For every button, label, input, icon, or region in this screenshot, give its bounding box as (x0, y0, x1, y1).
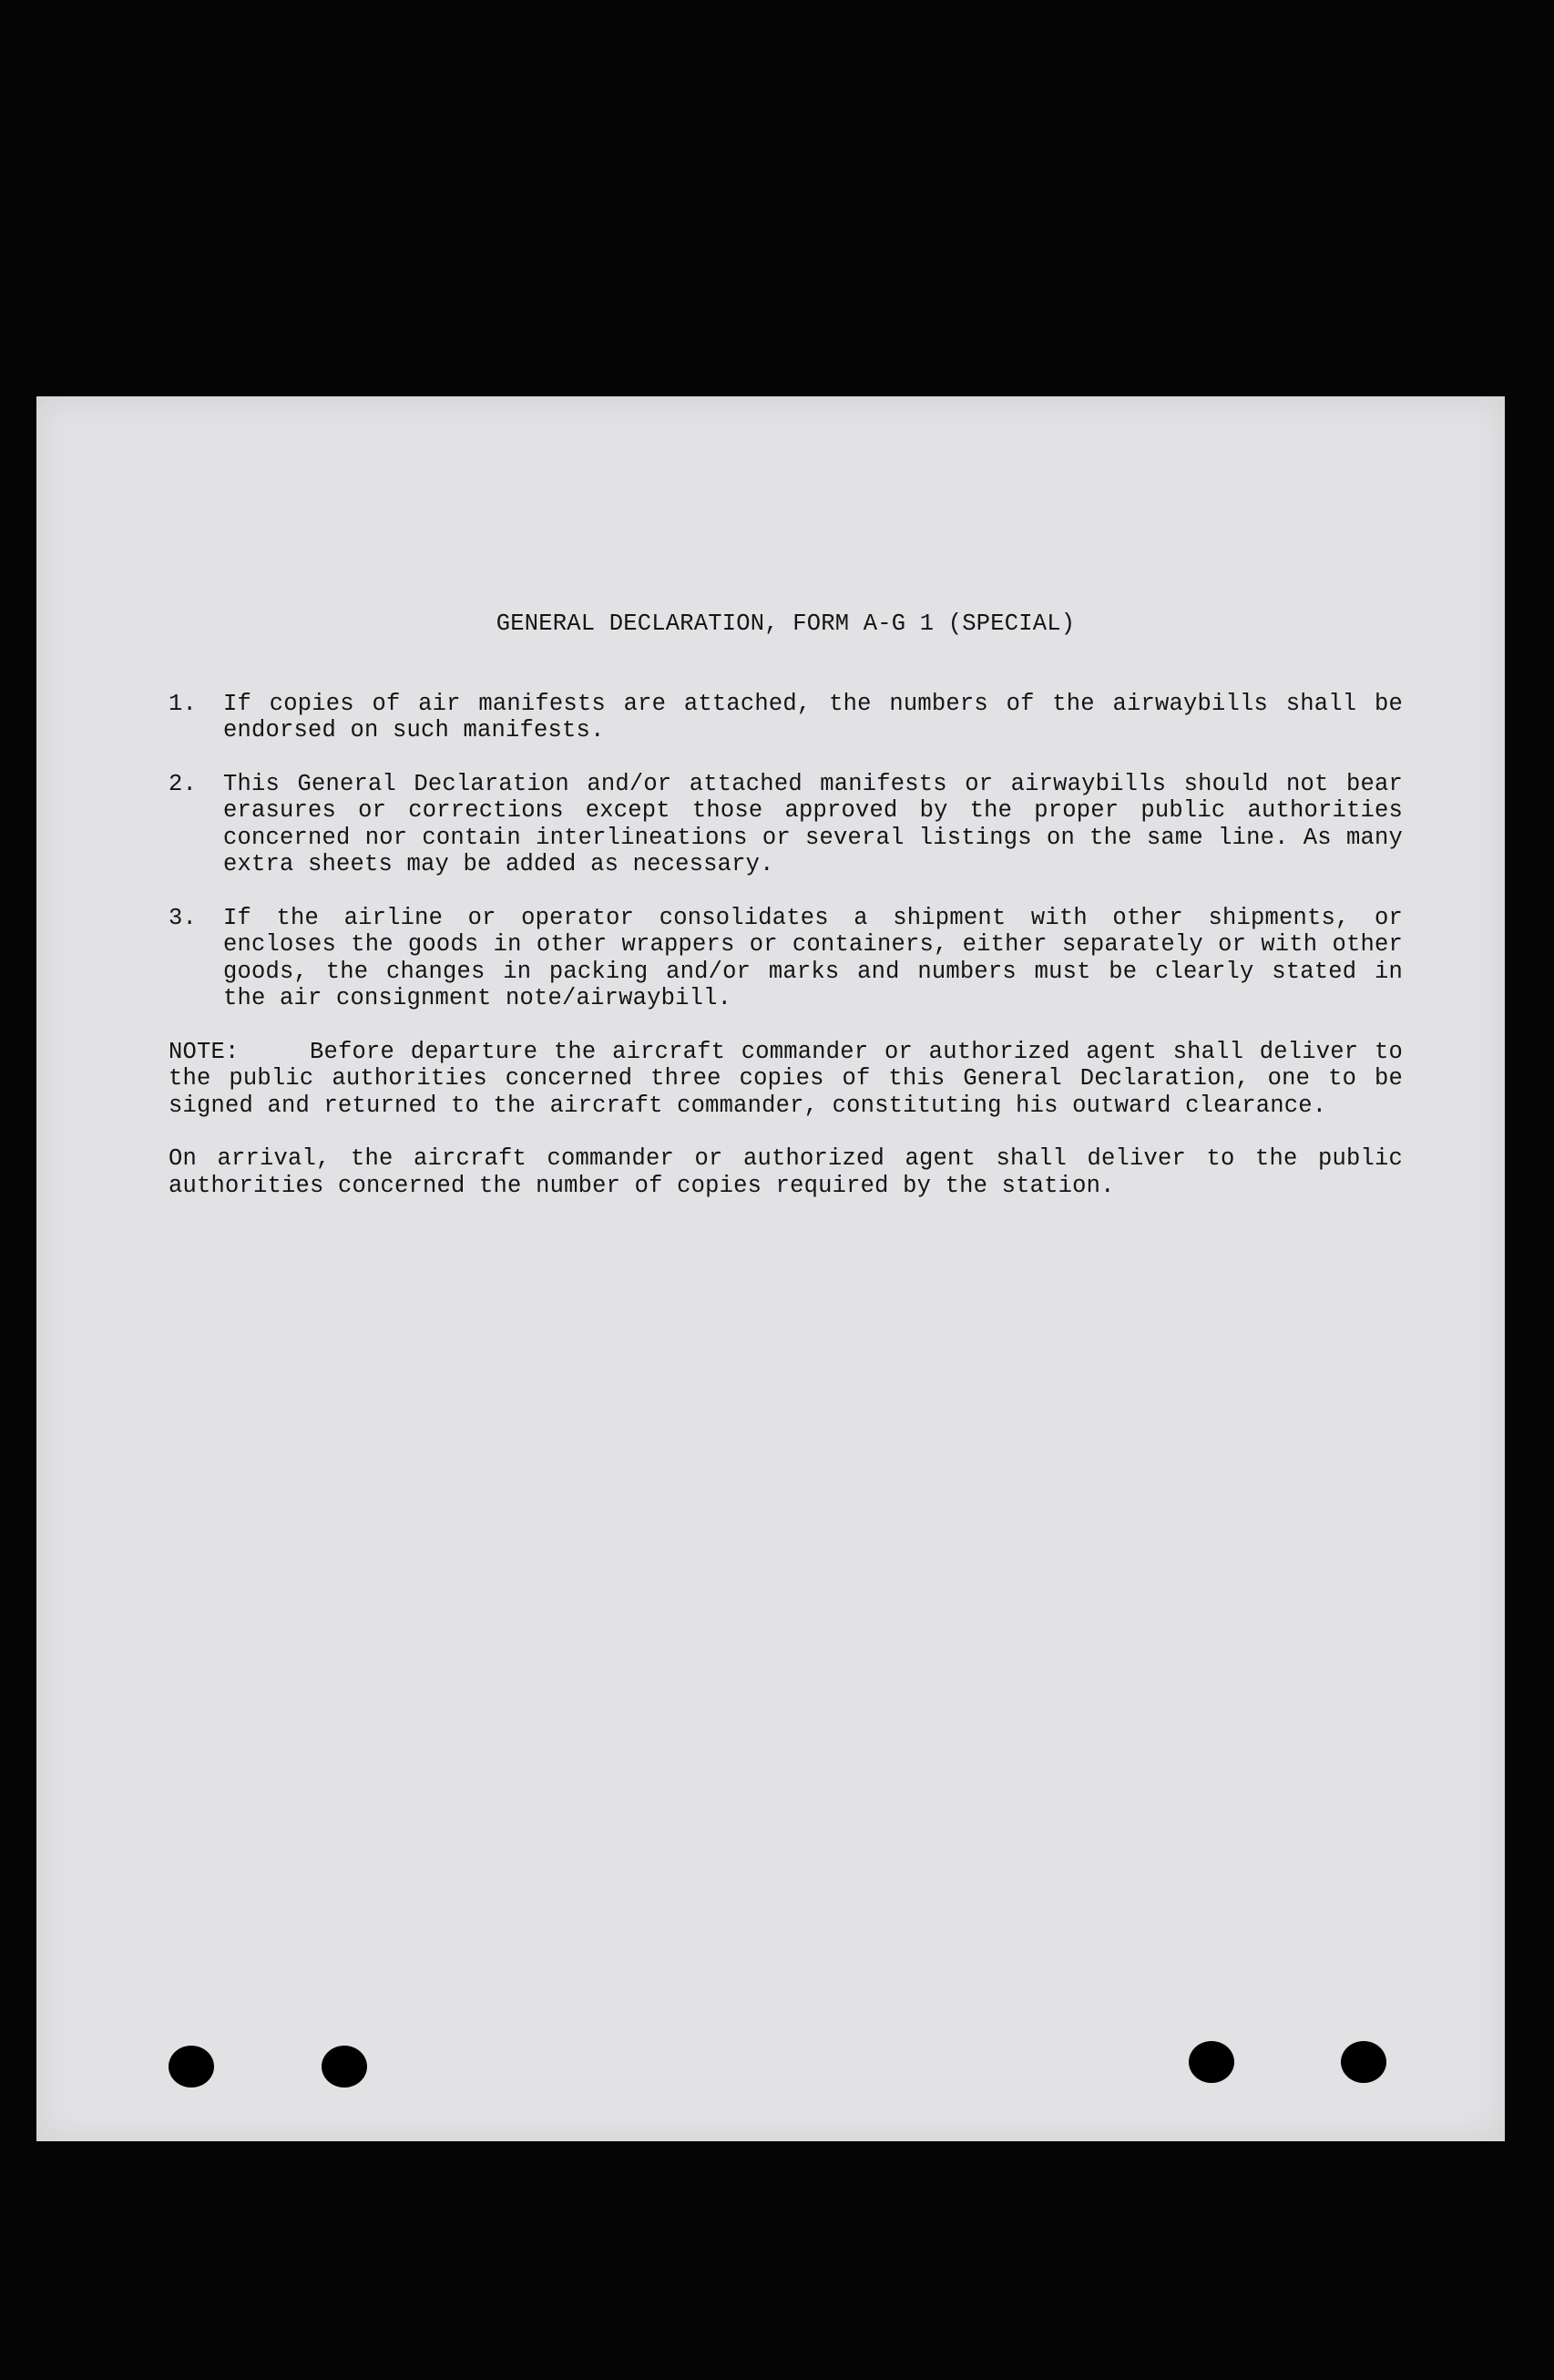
punch-hole (1341, 2041, 1386, 2083)
punch-hole (1189, 2041, 1234, 2083)
punch-hole (169, 2046, 214, 2088)
item-text: If copies of air manifests are attached, the numbers of the airwaybills shall be endorsed on such manifests. (223, 690, 1403, 744)
item-number: 1. (169, 690, 198, 717)
list-item (169, 691, 1403, 744)
note-paragraph (169, 1039, 1403, 1120)
arrival-paragraph: On arrival, the aircraft commander or authorized agent shall deliver to the public authorities concerned the number of copies required by the station. (169, 1145, 1403, 1199)
document-content (169, 610, 1403, 1199)
item-text: If the airline or operator consolidates a shipment with other shipments, or encloses the goods in other wrappers or containers, either separately or with other goods, the changes in packing and/or marks and numbers must be clearly stated in the air consignment note/airwaybill. (223, 904, 1403, 1011)
document-title: GENERAL DECLARATION, FORM A-G 1 (SPECIAL) (496, 610, 1076, 637)
punch-hole (322, 2046, 367, 2088)
note-text: Before departure the aircraft commander or authorized agent shall deliver to the public authorities concerned three copies of this General Declaration, one to be signed and returned to the aircraft commander, constituting his outward clearance. (169, 1038, 1403, 1119)
list-item (169, 905, 1403, 1012)
note-label: NOTE: (169, 1038, 240, 1065)
document-page (36, 396, 1505, 2141)
item-number: 3. (169, 904, 198, 931)
item-number: 2. (169, 770, 198, 797)
item-text: This General Declaration and/or attached manifests or airwaybills should not bear erasures or corrections except those approved by the proper public authorities concerned nor contain interlineations or several listings on the same line. As many extra sheets may be added as necessary. (223, 770, 1403, 877)
list-item (169, 771, 1403, 878)
